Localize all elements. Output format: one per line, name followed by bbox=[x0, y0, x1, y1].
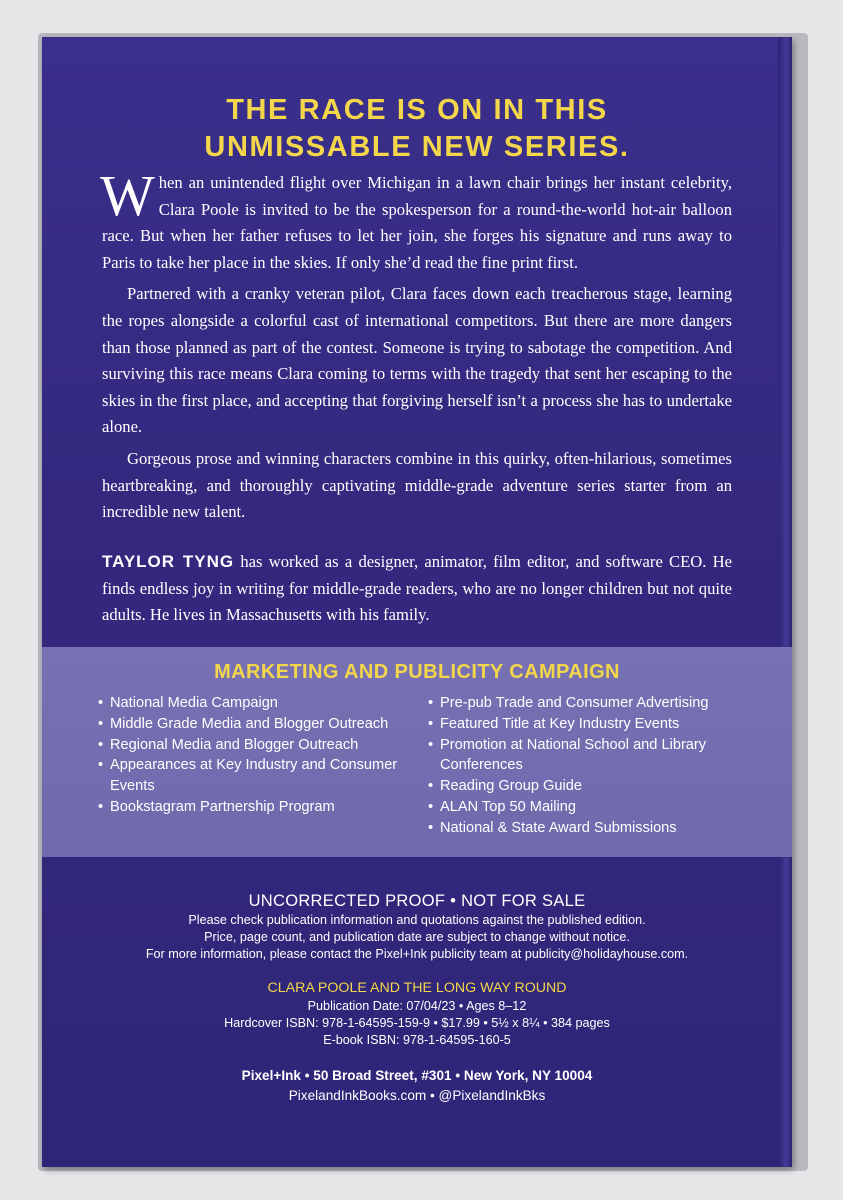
book-description bbox=[100, 163, 732, 531]
headline bbox=[42, 92, 792, 166]
marketing-list-left bbox=[98, 693, 408, 818]
publication-date: Publication Date: 07/04/23 • Ages 8–12 bbox=[307, 999, 527, 1013]
description-paragraph-3: Gorgeous prose and winning characters combine in this quirky, often-hilarious, sometimes heartbreaking, and thoroughly captivating middle-grade adventure series starter from an incredible new talent. bbox=[102, 448, 732, 522]
marketing-item: • National Media Campaign bbox=[98, 693, 408, 714]
publisher-address: Pixel+Ink • 50 Broad Street, #301 • New York, NY 10004 bbox=[241, 1068, 593, 1083]
author-bio-text: has worked as a designer, animator, film editor, and software CEO. He finds endless joy in writing for middle-grade readers, who are no longer children but not quite adults. He lives in Massachusetts with his family. bbox=[102, 552, 732, 625]
marketing-list-right bbox=[428, 693, 758, 839]
author-name: TAYLOR TYNG bbox=[102, 552, 235, 571]
proof-line-2: Price, page count, and publication date are subject to change without notice. bbox=[204, 930, 630, 944]
proof-line-3: For more information, please contact the Pixel+Ink publicity team at publicity@holidayhouse.com. bbox=[145, 947, 689, 961]
marketing-item: • Featured Title at Key Industry Events bbox=[428, 714, 758, 735]
marketing-title: MARKETING AND PUBLICITY CAMPAIGN bbox=[214, 661, 620, 683]
headline-line-1: THE RACE IS ON IN THIS bbox=[226, 94, 608, 126]
description-paragraph-2: Partnered with a cranky veteran pilot, Clara faces down each treacherous stage, learning the ropes alongside a colorful cast of international competitors. But there are more dangers than those planned as part of the contest. Someone is trying to sabotage the competition. And surviving this race means Clara coming to terms with the tragedy that sent her escaping to the skies in the first place, and accepting that forgiving herself isn’t a process she has to undertake alone. bbox=[102, 284, 732, 437]
marketing-item: • Middle Grade Media and Blogger Outreach bbox=[98, 714, 408, 735]
description-paragraph-1 bbox=[100, 163, 732, 276]
proof-notice bbox=[42, 890, 792, 963]
marketing-item: • Regional Media and Blogger Outreach bbox=[98, 735, 408, 756]
publisher-info bbox=[42, 1066, 792, 1106]
marketing-item: • National & State Award Submissions bbox=[428, 818, 758, 839]
proof-title: UNCORRECTED PROOF • NOT FOR SALE bbox=[248, 892, 586, 910]
book-info bbox=[42, 979, 792, 1049]
marketing-item: • ALAN Top 50 Mailing bbox=[428, 797, 758, 818]
paragraph-1-text: hen an unintended flight over Michigan in a lawn chair brings her instant celebrity, Clara Poole is invited to be the spokesperson for a round-the-world hot-air balloon race. But when her father refuses to let her join, she forges his signature and runs away to Paris to take her place in the skies. If only she’d read the fine print first. bbox=[102, 173, 732, 272]
marketing-item: • Promotion at National School and Library Conferences bbox=[428, 735, 758, 777]
book-title: CLARA POOLE AND THE LONG WAY ROUND bbox=[267, 980, 567, 996]
drop-cap: W bbox=[100, 163, 155, 228]
marketing-item: • Bookstagram Partnership Program bbox=[98, 797, 408, 818]
marketing-item: • Pre-pub Trade and Consumer Advertising bbox=[428, 693, 758, 714]
hardcover-isbn: Hardcover ISBN: 978-1-64595-159-9 • $17.99 • 5½ x 8¼ • 384 pages bbox=[224, 1016, 610, 1030]
marketing-item: • Appearances at Key Industry and Consumer Events bbox=[98, 755, 408, 797]
marketing-item: • Reading Group Guide bbox=[428, 776, 758, 797]
author-bio bbox=[102, 549, 732, 629]
book-back-cover bbox=[42, 37, 792, 1167]
publisher-web: PixelandInkBooks.com • @PixelandInkBks bbox=[288, 1088, 546, 1103]
marketing-band bbox=[42, 647, 792, 857]
headline-line-2: UNMISSABLE NEW SERIES. bbox=[204, 131, 630, 163]
ebook-isbn: E-book ISBN: 978-1-64595-160-5 bbox=[323, 1033, 511, 1047]
proof-line-1: Please check publication information and quotations against the published edition. bbox=[188, 913, 646, 927]
